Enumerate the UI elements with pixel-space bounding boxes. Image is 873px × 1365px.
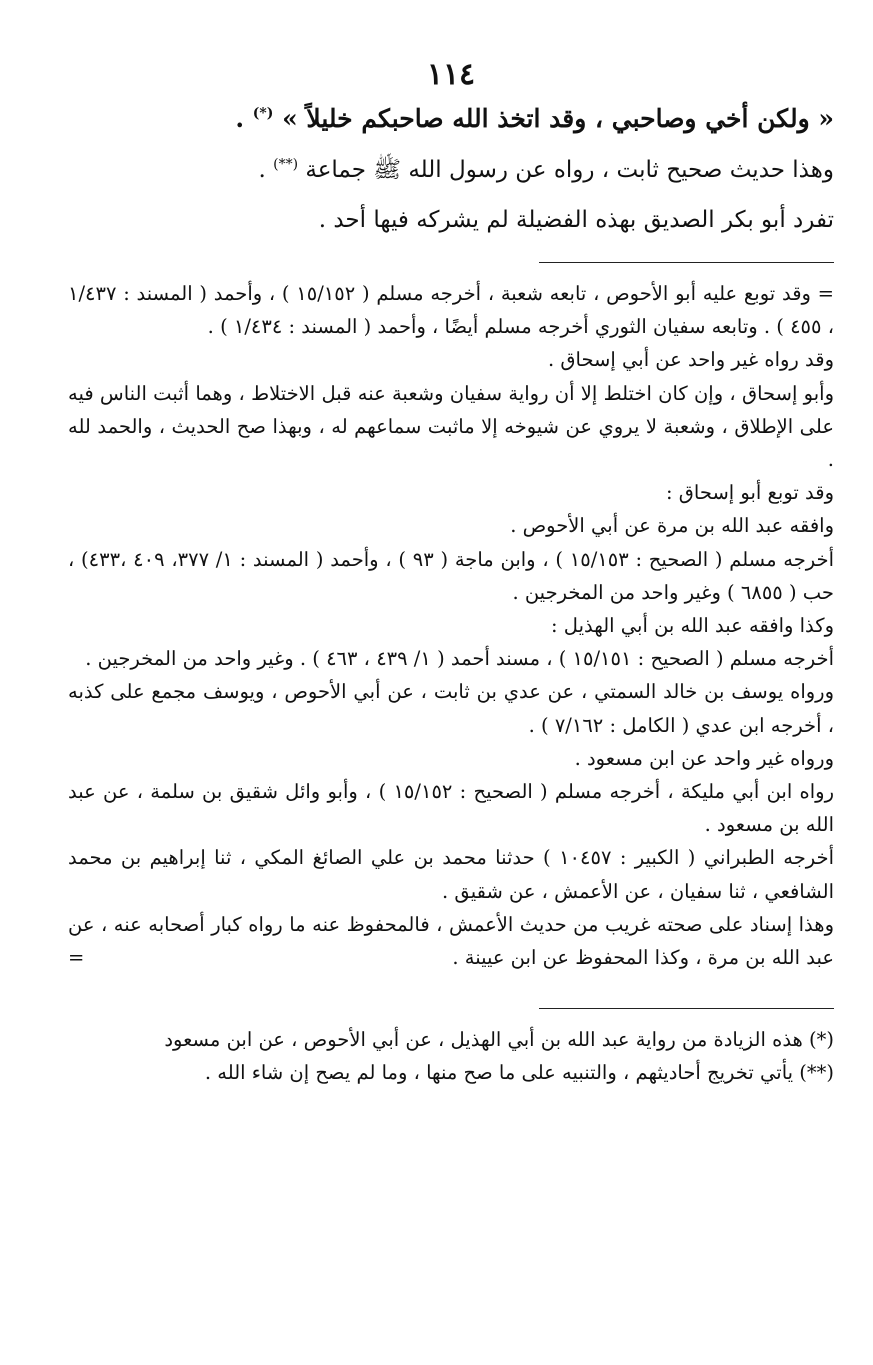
footnote-ref-2[interactable]: (**) [273, 156, 299, 173]
note-paragraph: أخرجه الطبراني ( الكبير : ١٠٤٥٧ ) حدثنا محمد بن علي الصائغ المكي ، ثنا إبراهيم بن محمد الشافعي ، ثنا سفيان ، عن الأعمش ، عن شقيق . [68, 846, 835, 903]
note-paragraph: وقد رواه غير واحد عن أبي إسحاق . [548, 348, 834, 372]
note-paragraph: = وقد توبع عليه أبو الأحوص ، تابعه شعبة ، أخرجه مسلم ( ١٥/١٥٢ ) ، وأحمد ( المسند : ١/٤٣٧ ، ٤٥٥ ) . وتابعه سفيان الثوري أخرجه مسلم أيضًا ، وأحمد ( المسند : ١/٤٣٤ ) . [68, 282, 835, 339]
note-paragraph: وافقه عبد الله بن مرة عن أبي الأحوص . [510, 514, 834, 538]
footnotes [68, 1023, 834, 1089]
footnote-ref-1[interactable]: (*) [252, 105, 274, 122]
footnote-1: (*) هذه الزيادة من رواية عبد الله بن أبي الهذيل ، عن أبي الأحوص ، عن ابن مسعود [164, 1028, 834, 1052]
note-paragraph: وقد توبع أبو إسحاق : [666, 481, 834, 505]
book-page [68, 58, 834, 1308]
note-paragraph: ورواه غير واحد عن ابن مسعود . [574, 746, 834, 770]
main-line-2-end: . [258, 157, 266, 183]
note-paragraph: ورواه يوسف بن خالد السمتي ، عن عدي بن ثابت ، عن أبي الأحوص ، ويوسف مجمع على كذبه ، أخرجه ابن عدي ( الكامل : ٧/١٦٢ ) . [68, 680, 834, 737]
hadith-quote [68, 98, 834, 140]
continuation-mark: = [68, 946, 85, 970]
note-paragraph: أخرجه مسلم ( الصحيح : ١٥/١٥١ ) ، مسند أحمد ( ١/ ٤٣٩ ، ٤٦٣ ) . وغير واحد من المخرجين . [85, 647, 834, 671]
footnote-2: (**) يأتي تخريج أحاديثهم ، والتنبيه على ما صح منها ، وما لم يصح إن شاء الله . [204, 1061, 834, 1085]
note-paragraph: أخرجه مسلم ( الصحيح : ١٥/١٥٣ ) ، وابن ماجة ( ٩٣ ) ، وأحمد ( المسند : ١/ ٣٧٧، ٤٠٩ ،٤٣٣) ، حب ( ٦٨٥٥ ) وغير واحد من المخرجين . [68, 547, 835, 604]
note-paragraph-last [68, 908, 834, 974]
main-text [68, 98, 834, 240]
notes-divider [539, 262, 834, 263]
note-last-text: وهذا إسناد على صحته غريب من حديث الأعمش ، فالمحفوظ عنه ما رواه كبار أصحابه عنه ، عن عبد الله بن مرة ، وكذا المحفوظ عن ابن عيينة . [68, 912, 834, 970]
hadith-quote-text: « ولكن أخي وصاحبي ، وقد اتخذ الله صاحبكم خليلاً » [282, 104, 834, 133]
main-line-2 [68, 150, 834, 190]
main-line-2-text: وهذا حديث صحيح ثابت ، رواه عن رسول الله ﷺ جماعة [305, 157, 834, 183]
footnotes-divider [539, 1008, 834, 1009]
note-paragraph: وأبو إسحاق ، وإن كان اختلط إلا أن رواية سفيان وشعبة عنه قبل الاختلاط ، وهما أثبت الناس فيه على الإطلاق ، وشعبة لا يروي عن شيوخه إلا ماثبت سماعهم له ، وبهذا صح الحديث ، والحمد لله . [68, 381, 834, 472]
page-number: ١١٤ [426, 57, 476, 92]
main-line-3: تفرد أبو بكر الصديق بهذه الفضيلة لم يشركه فيها أحد . [318, 207, 834, 233]
hadith-quote-end: . [235, 104, 245, 133]
note-paragraph: وكذا وافقه عبد الله بن أبي الهذيل : [551, 614, 834, 638]
note-paragraph: رواه ابن أبي مليكة ، أخرجه مسلم ( الصحيح : ١٥/١٥٢ ) ، وأبو وائل شقيق بن سلمة ، عن عبد الله بن مسعود . [68, 780, 834, 837]
continued-notes [68, 277, 834, 974]
